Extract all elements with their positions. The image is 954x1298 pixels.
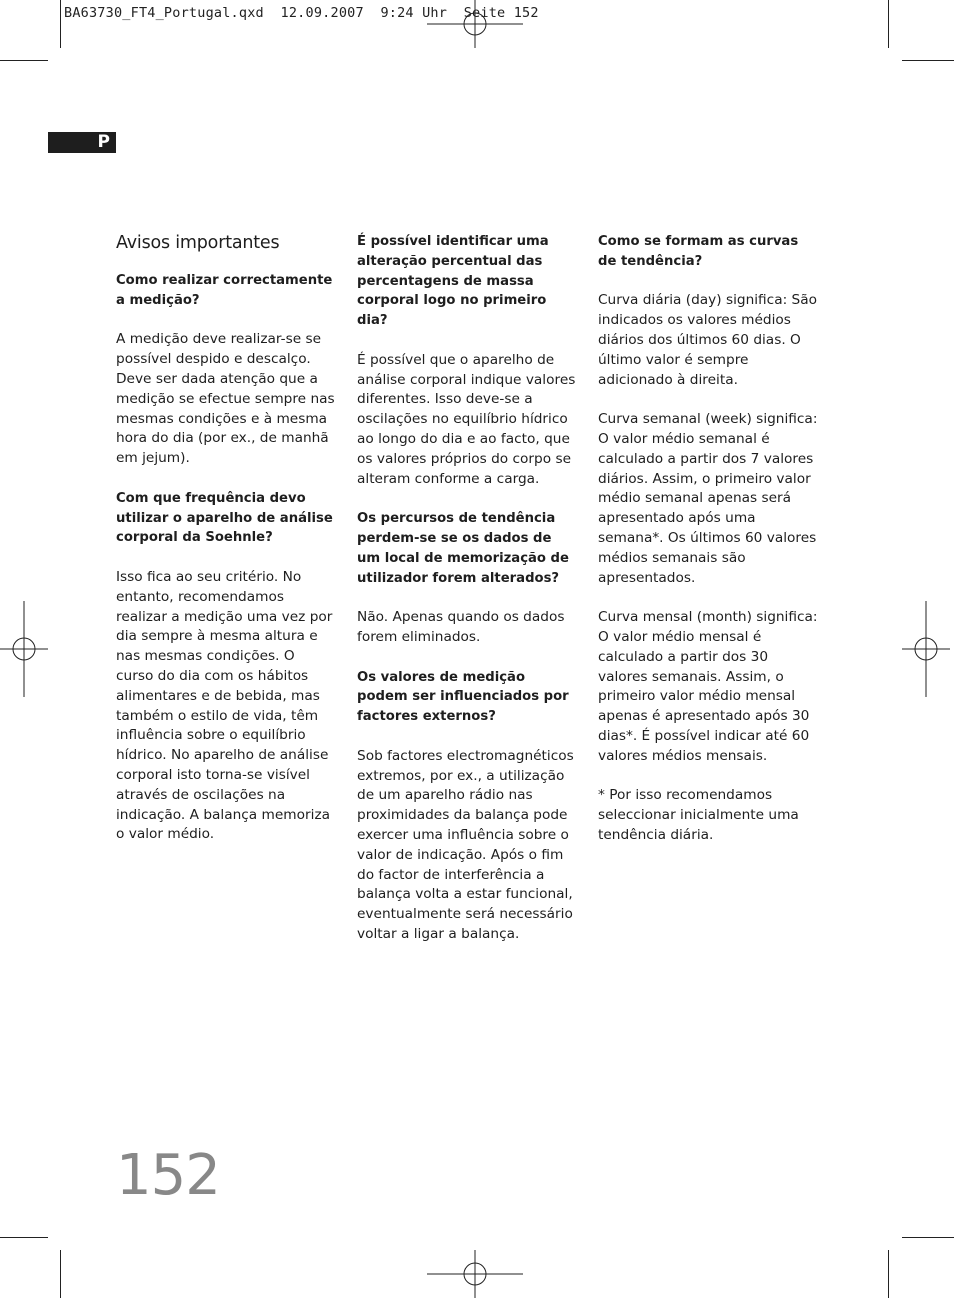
faq-answer: É possível que o aparelho de análise corporal indique valores diferentes. Isso deve-se a oscilações no equilíbrio hídrico ao longo do dia e ao facto, que os valores próprios do corpo se alteram conforme a carga. [357,351,576,487]
registration-mark-top [427,0,523,48]
faq-answer: A medição deve realizar-se se possível despido e descalço. Deve ser dada atenção que a medição se efectue sempre nas mesmas condições e à mesma hora do dia (por ex., de manhã em jejum). [116,331,335,467]
faq-question: Com que frequência devo utilizar o aparelho de análise corporal da Soehnle? [116,490,333,546]
crop-mark-top-right-h [902,60,954,61]
faq-answer: Não. Apenas quando os dados forem eliminados. [357,609,565,645]
faq-answer: Curva semanal (week) significa: O valor médio semanal é calculado a partir dos 7 valores diários. Assim, o primeiro valor médio semanal apenas será apresentado após uma semana*. Os últimos 60 valores médios semanais são apresentados. [598,411,818,586]
crop-mark-bottom-left-v [60,1250,61,1298]
crop-mark-bottom-left-h [0,1237,48,1238]
registration-mark-bottom [427,1250,523,1298]
column-2 [357,232,577,964]
crop-mark-bottom-right-v [888,1250,889,1298]
column-1 [116,232,336,865]
language-tab: P [48,132,116,153]
registration-mark-left [0,601,48,697]
column-3 [598,232,818,866]
crop-mark-top-left-h [0,60,48,61]
faq-answer: * Por isso recomendamos seleccionar inicialmente uma tendência diária. [598,787,799,843]
section-heading: Avisos importantes [116,233,280,253]
registration-mark-right [902,601,950,697]
faq-question: É possível identificar uma alteração percentual das percentagens de massa corporal logo no primeiro dia? [357,234,549,329]
page-number: 152 [116,1143,220,1208]
faq-answer: Curva diária (day) significa: São indicados os valores médios diários dos últimos 60 dias. O último valor é sempre adicionado à direita. [598,292,817,388]
crop-mark-bottom-right-h [902,1237,954,1238]
faq-question: Como realizar correctamente a medição? [116,273,333,308]
faq-answer: Curva mensal (month) significa: O valor médio mensal é calculado a partir dos 30 valores semanais. Assim, o primeiro valor médio mensal apenas é apresentado após 30 dias*. É possível indicar até 60 valores médios mensais. [598,609,818,764]
crop-mark-top-right-v [888,0,889,48]
faq-question: Os valores de medição podem ser influenciados por factores externos? [357,669,569,725]
faq-question: Como se formam as curvas de tendência? [598,234,799,269]
faq-answer: Isso fica ao seu critério. No entanto, recomendamos realizar a medição uma vez por dia sempre à mesma altura e nas mesmas condições. O curso do dia com os hábitos alimentares e de bebida, mas também o estilo de vida, têm influência sobre o equilíbrio hídrico. No aparelho de análise corporal isto torna-se visível através de oscilações na indicação. A balança memoriza o valor médio. [116,568,333,843]
faq-question: Os percursos de tendência perdem-se se os dados de um local de memorização de utilizador forem alterados? [357,511,569,586]
crop-mark-top-left-v [60,0,61,48]
faq-answer: Sob factores electromagnéticos extremos, por ex., a utilização de um aparelho rádio nas proximidades da balança pode exercer uma influência sobre o valor de indicação. Após o fim do factor de interferência a balança volta a estar funcional, eventualmente será necessário voltar a ligar a balança. [357,747,574,942]
print-slug: BA63730_FT4_Portugal.qxd 12.09.2007 9:24 Uhr Seite 152 [64,5,539,21]
